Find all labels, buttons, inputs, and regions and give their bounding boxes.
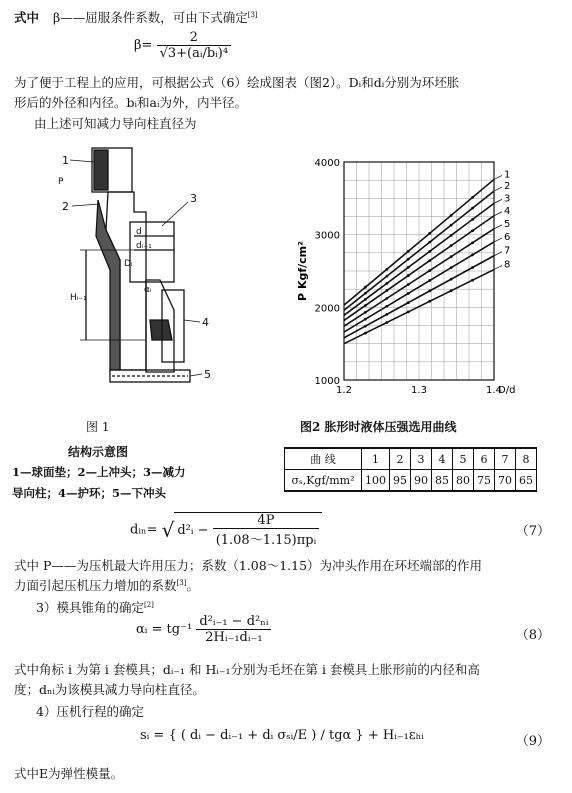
eq7-numerator: 4P [213, 513, 320, 529]
shizhong-label: 式中 [14, 10, 40, 25]
series-point-5 [385, 297, 388, 300]
series-label-8: 8 [504, 259, 511, 271]
sigma-cell: 80 [453, 470, 474, 492]
series-point-3 [428, 250, 431, 253]
series-leader-4 [494, 212, 502, 216]
sigma-cell: 75 [474, 470, 495, 492]
series-leader-8 [494, 266, 502, 270]
series-point-4 [364, 304, 367, 307]
series-leader-3 [494, 199, 502, 203]
series-point-8 [428, 300, 431, 303]
y-axis-label: P Kgf/cm² [296, 241, 309, 301]
series-point-4 [428, 259, 431, 262]
sigma-cell: 65 [516, 470, 537, 492]
para-5-line-1: 式中角标 i 为第 i 套模具；dᵢ₋₁ 和 Hᵢ₋₁分别为毛坯在第 i 套模具上胀形前的内径和高 [14, 662, 480, 677]
fig1-label-5: 5 [204, 368, 211, 381]
ref-2: [2] [143, 600, 154, 609]
x-tick-label: 1.2 [336, 385, 352, 396]
fig1-label-2: 2 [62, 200, 69, 213]
table-head-curve: 曲 线 [285, 448, 362, 470]
para-2-line-1: 为了便于工程上的应用，可根据公式（6）绘成图表（图2）。Dᵢ和dᵢ分别为环坯胀 [14, 75, 460, 90]
series-point-4 [385, 289, 388, 292]
fig1-label-1: 1 [62, 154, 69, 167]
series-point-3 [471, 218, 474, 221]
leader-5 [190, 374, 202, 376]
sqrt-icon: √ [161, 518, 175, 542]
series-label-1: 1 [504, 169, 511, 181]
dim-P: P [58, 177, 64, 187]
series-point-1 [385, 268, 388, 271]
curve-cell: 1 [362, 448, 390, 470]
series-point-5 [428, 269, 431, 272]
x-axis-label: D/d [498, 385, 516, 396]
eq8-numerator: d²ᵢ₋₁ − d²ₙᵢ [196, 614, 271, 630]
eq8-number: （8） [515, 628, 550, 643]
dim-d-i-1: dᵢ₋₁ [136, 241, 152, 251]
series-leader-5 [494, 225, 502, 229]
eq7-number: （7） [515, 524, 550, 539]
dim-alpha: αᵢ [144, 285, 152, 295]
heading-3-text: 3）模具锥角的确定 [36, 600, 144, 615]
series-point-8 [471, 279, 474, 282]
series-leader-6 [494, 238, 502, 242]
equation-8 [136, 614, 271, 645]
series-label-5: 5 [504, 218, 511, 230]
series-point-8 [385, 321, 388, 324]
table-row-curves [285, 448, 537, 470]
equation-beta [134, 30, 231, 61]
eq7-denominator: (1.08～1.15)πpᵢ [215, 533, 317, 548]
y-tick-label: 3000 [314, 230, 340, 242]
series-point-3 [407, 266, 410, 269]
series-point-1 [364, 286, 367, 289]
eq7-fraction [213, 513, 320, 548]
series-label-2: 2 [504, 181, 511, 193]
beta-lhs: β= [134, 38, 153, 53]
y-tick-label: 2000 [314, 303, 340, 315]
table-head-sigma: σₛ,Kgf/mm² [285, 470, 362, 492]
x-tick-label: 1.4 [486, 385, 502, 396]
fig1-label-3: 3 [190, 192, 197, 205]
leader-1 [70, 160, 94, 162]
fig1-title: 结构示意图 [68, 445, 129, 459]
heading-4: 4）压机行程的确定 [36, 704, 144, 719]
series-point-1 [407, 250, 410, 253]
eq7-body: d²ᵢ − [177, 523, 209, 538]
series-leader-7 [494, 252, 502, 256]
beta-numerator: 2 [157, 30, 232, 46]
para-4-line-2 [14, 576, 199, 594]
series-label-6: 6 [504, 231, 511, 243]
series-leader-2 [494, 187, 502, 191]
curve-cell: 8 [516, 448, 537, 470]
para-2-line-2: 形后的外径和内径。bᵢ和aᵢ为外，内半径。 [14, 95, 247, 110]
para-4-end: 。 [186, 578, 199, 593]
series-leader-1 [494, 175, 502, 179]
beta-fraction [157, 30, 232, 61]
upper-punch-hatch [96, 200, 120, 370]
figure-1-drawing [50, 140, 220, 390]
series-point-7 [385, 313, 388, 316]
leader-2 [72, 204, 100, 206]
series-point-7 [471, 266, 474, 269]
series-point-3 [385, 282, 388, 285]
beta-denominator: √3+(aᵢ/bᵢ)⁴ [159, 46, 229, 61]
series-point-1 [428, 232, 431, 235]
fig1-legend-2: 导向柱；4—护环；5—下冲头 [12, 486, 167, 500]
series-point-2 [407, 258, 410, 261]
series-point-7 [407, 301, 410, 304]
fig2-caption: 图2 胀形时液体压强选用曲线 [300, 420, 457, 434]
pad-hatch [94, 150, 108, 190]
y-tick-label: 1000 [314, 376, 340, 387]
curve-sigma-table [284, 447, 537, 492]
beta-definition-text: β——屈服条件系数，可由下式确定 [53, 10, 248, 25]
series-point-6 [407, 292, 410, 295]
para-4-text: 力面引起压机压力增加的系数 [14, 578, 177, 593]
series-label-7: 7 [504, 245, 511, 257]
curve-cell: 3 [411, 448, 432, 470]
series-point-6 [450, 266, 453, 269]
fig1-legend-1: 1—球面垫；2—上冲头；3—减力 [12, 465, 186, 479]
series-point-2 [385, 275, 388, 278]
eq7-radicand [174, 512, 322, 548]
series-point-6 [385, 305, 388, 308]
series-point-3 [450, 234, 453, 237]
series-point-2 [364, 292, 367, 295]
series-point-5 [407, 283, 410, 286]
sigma-cell: 95 [390, 470, 411, 492]
series-point-6 [471, 253, 474, 256]
series-point-5 [450, 255, 453, 258]
equation-7 [130, 512, 322, 548]
table-row-sigma [285, 470, 537, 492]
curve-cell: 2 [390, 448, 411, 470]
series-point-7 [450, 278, 453, 281]
series-point-8 [364, 332, 367, 335]
curve-cell: 6 [474, 448, 495, 470]
sigma-cell: 70 [495, 470, 516, 492]
y-tick-label: 4000 [314, 158, 340, 169]
series-point-2 [471, 207, 474, 210]
dim-d: d [136, 227, 142, 237]
series-point-8 [407, 311, 410, 314]
eq8-lhs: αᵢ = tg⁻¹ [136, 622, 193, 637]
series-point-5 [471, 241, 474, 244]
dim-D-i: Dᵢ [124, 259, 133, 269]
figure-2-chart [292, 150, 542, 400]
leader-3 [162, 202, 188, 226]
eq7-lhs: dᵢₙ= [130, 522, 158, 538]
sigma-cell: 100 [362, 470, 390, 492]
ref-3b: [3] [176, 578, 187, 587]
sigma-cell: 85 [432, 470, 453, 492]
series-point-3 [364, 298, 367, 301]
series-point-4 [450, 244, 453, 247]
series-point-7 [428, 290, 431, 293]
series-point-2 [450, 224, 453, 227]
dim-H: Hᵢ₋₁ [70, 293, 87, 303]
sigma-cell: 90 [411, 470, 432, 492]
equation-9: sᵢ = { ( dᵢ − dᵢ₋₁ + dᵢ σₛᵢ/E ) / tgα } + Hᵢ₋₁εₕᵢ [140, 728, 424, 743]
fig1-label: 图 1 [86, 420, 110, 434]
eq8-fraction [196, 614, 271, 645]
curve-cell: 5 [453, 448, 474, 470]
series-point-7 [364, 325, 367, 328]
series-point-1 [450, 214, 453, 217]
para-5-line-2: 度；dₙᵢ为该模具减力导向柱直径。 [14, 682, 205, 697]
eq8-denominator: 2Hᵢ₋₁dᵢ₋₁ [205, 630, 263, 645]
series-point-4 [407, 274, 410, 277]
leader-4 [184, 320, 200, 322]
eq9-number: （9） [515, 734, 550, 749]
series-point-6 [428, 279, 431, 282]
para-4-line-1: 式中 P——为压机最大许用压力；系数（1.08～1.15）为冲头作用在环坯端部的作用 [14, 558, 483, 573]
ring-hatch [150, 320, 172, 340]
curve-cell: 4 [432, 448, 453, 470]
series-point-6 [364, 318, 367, 321]
x-tick-label: 1.3 [411, 385, 427, 396]
ref-3: [3] [247, 10, 258, 19]
series-point-1 [471, 196, 474, 199]
series-point-2 [428, 241, 431, 244]
series-point-8 [450, 289, 453, 292]
series-label-3: 3 [504, 193, 511, 205]
series-point-5 [364, 311, 367, 314]
para-3: 由上述可知减力导向柱直径为 [34, 116, 197, 131]
series-point-4 [471, 229, 474, 232]
fig1-label-4: 4 [202, 316, 209, 329]
line-beta-definition [14, 8, 258, 26]
curve-cell: 7 [495, 448, 516, 470]
series-label-4: 4 [504, 205, 511, 217]
para-6: 式中E为弹性模量。 [14, 766, 124, 781]
